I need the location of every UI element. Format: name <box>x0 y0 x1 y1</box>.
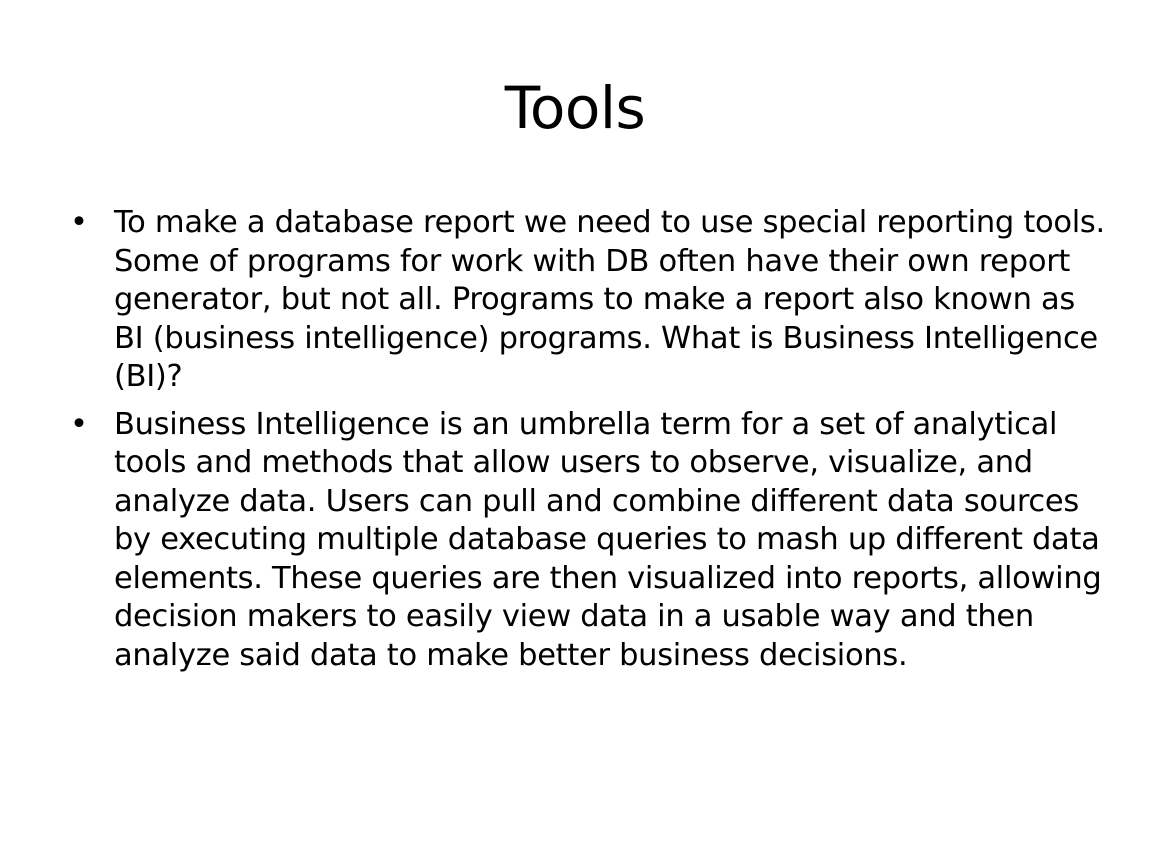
bullet-item-reporting-tools <box>70 204 1110 397</box>
bullet-list <box>70 204 1110 684</box>
bullet-text: To make a database report we need to use special reporting tools. Some of programs for work with DB often have their own report generator, but not all. Programs to make a report also known as BI (business intelligence) programs. What is Business Intelligence (BI)? <box>114 205 1105 394</box>
bullet-marker: • <box>70 406 88 442</box>
bullet-item-business-intelligence <box>70 406 1110 676</box>
bullet-text: Business Intelligence is an umbrella term for a set of analytical tools and methods that allow users to observe, visualize, and analyze data. Users can pull and combine different data sources by executing multiple database queries to mash up different data elements. These queries are then visualized into reports, allowing decision makers to easily view data in a usable way and then analyze said data to make better business decisions. <box>114 406 1102 673</box>
slide-title: Tools <box>504 74 646 142</box>
bullet-marker: • <box>70 205 88 240</box>
